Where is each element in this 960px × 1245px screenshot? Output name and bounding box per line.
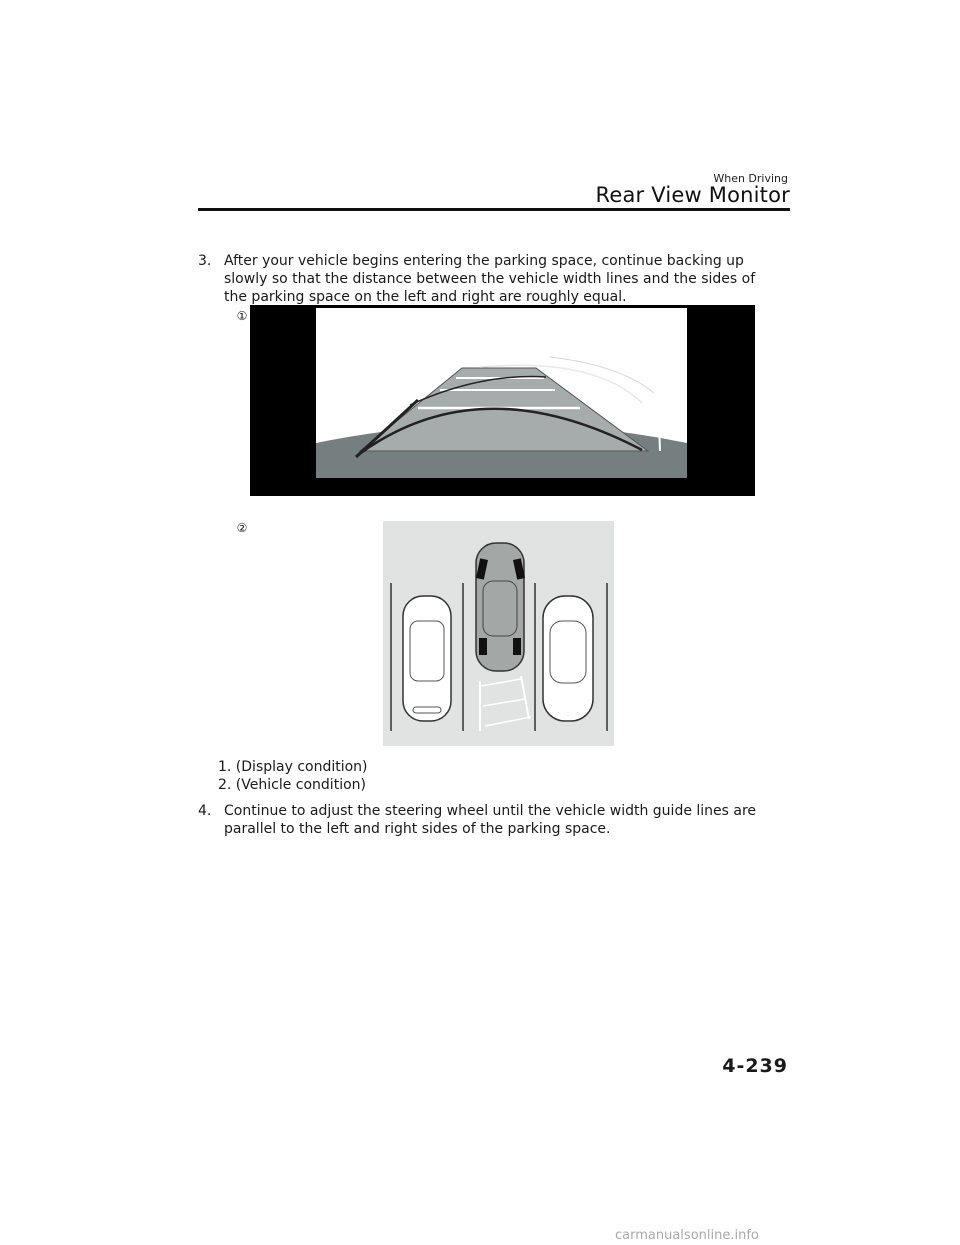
- step-4-number: 4.: [198, 803, 212, 819]
- step-3-number: 3.: [198, 253, 212, 269]
- page-number: 4-239: [722, 1055, 788, 1077]
- vehicle-condition-illustration: [383, 521, 614, 746]
- callout-1: ①: [236, 309, 248, 323]
- callout-2: ②: [236, 521, 248, 535]
- caption-display-condition: 1. (Display condition): [218, 759, 368, 775]
- step-4-text: Continue to adjust the steering wheel until the vehicle width guide lines are parallel to the left and right sides of the parking space.: [224, 803, 757, 837]
- step-3: [198, 252, 768, 306]
- header-rule: [198, 208, 790, 211]
- section-label: When Driving: [713, 172, 788, 185]
- caption-vehicle-condition: 2. (Vehicle condition): [218, 777, 366, 793]
- watermark: carmanualsonline.info: [615, 1228, 759, 1243]
- step-3-text: After your vehicle begins entering the parking space, continue backing up slowly so that the distance between the vehicle width lines and the sides of the parking space on the left and right are roughly equal.: [224, 253, 756, 305]
- page-title: Rear View Monitor: [595, 183, 790, 207]
- rear-camera-display-illustration: [250, 305, 755, 496]
- step-4: [198, 802, 768, 838]
